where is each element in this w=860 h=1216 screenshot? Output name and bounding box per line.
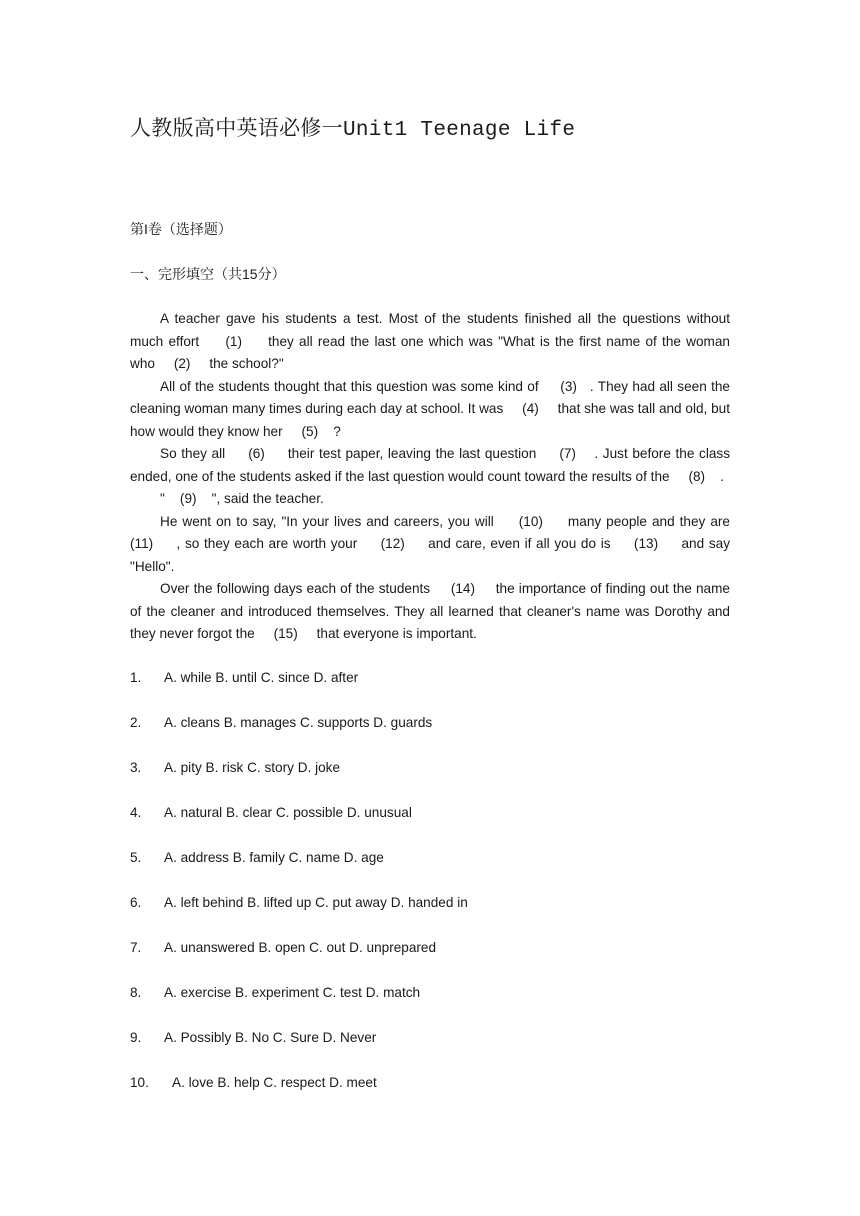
question-item — [130, 1030, 376, 1045]
question-options: A. while B. until C. since D. after — [164, 670, 359, 685]
passage-paragraph: So they all (6) their test paper, leaving the last question (7) . Just before the class ended, one of the students asked if the last question would count toward the results of the (8) . — [130, 446, 730, 484]
question-options: A. pity B. risk C. story D. joke — [164, 760, 341, 775]
document-title: 人教版高中英语必修一Unit1 Teenage Life — [130, 119, 576, 142]
question-options: A. left behind B. lifted up C. put away D. handed in — [164, 895, 468, 910]
section-heading: 一、完形填空（共15分） — [130, 266, 286, 282]
question-item — [130, 1075, 377, 1090]
cloze-passage — [130, 308, 730, 646]
question-options: A. address B. family C. name D. age — [164, 850, 384, 865]
question-options: A. natural B. clear C. possible D. unusual — [164, 805, 412, 820]
question-options: A. cleans B. manages C. supports D. guards — [164, 715, 433, 730]
question-item — [130, 850, 384, 865]
question-options: A. Possibly B. No C. Sure D. Never — [164, 1030, 377, 1045]
passage-paragraph: All of the students thought that this question was some kind of (3) . They had all seen the cleaning woman many times during each day at school. It was (4) that she was tall and old, but how would they know her (5) ? — [130, 378, 730, 439]
question-item — [130, 760, 340, 775]
question-number: 5. — [130, 850, 142, 865]
question-item — [130, 670, 358, 685]
passage-paragraph: A teacher gave his students a test. Most of the students finished all the questions without much effort (1) they all read the last one which was "What is the first name of the woman who (2) the school?" — [130, 311, 730, 371]
volume-heading: 第I卷（选择题） — [130, 221, 232, 237]
question-number: 8. — [130, 985, 142, 1000]
question-number: 1. — [130, 670, 142, 685]
question-number: 7. — [130, 940, 142, 955]
passage-paragraph: He went on to say, "In your lives and careers, you will (10) many people and they are (11) , so they each are worth your (12) and care, even if all you do is (13) and say "Hello". — [130, 513, 730, 574]
question-number: 3. — [130, 760, 142, 775]
question-number: 6. — [130, 895, 142, 910]
question-options: A. exercise B. experiment C. test D. match — [164, 985, 421, 1000]
question-options: A. love B. help C. respect D. meet — [172, 1075, 377, 1090]
question-item — [130, 895, 468, 910]
question-number: 9. — [130, 1030, 142, 1045]
question-item — [130, 805, 412, 820]
passage-paragraph: " (9) ", said the teacher. — [160, 491, 324, 506]
question-item — [130, 985, 420, 1000]
passage-paragraph: Over the following days each of the students (14) the importance of finding out the name of the cleaner and introduced themselves. They all learned that cleaner's name was Dorothy and they never forgot the (15) that everyone is important. — [130, 581, 730, 641]
question-options: A. unanswered B. open C. out D. unprepared — [164, 940, 437, 955]
question-number: 2. — [130, 715, 142, 730]
question-item — [130, 715, 432, 730]
question-item — [130, 940, 436, 955]
question-number: 10. — [130, 1075, 149, 1090]
question-number: 4. — [130, 805, 142, 820]
